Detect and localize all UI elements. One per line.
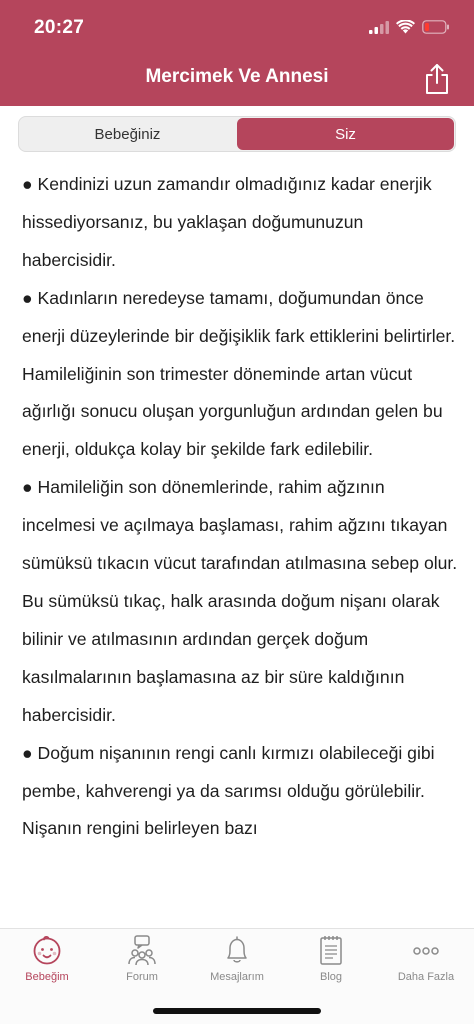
tab-label: Mesajlarım (210, 971, 264, 983)
segment-bebeginiz[interactable]: Bebeğiniz (94, 125, 161, 143)
tab-blog[interactable] (286, 929, 376, 999)
paragraph: ● Kadınların neredeyse tamamı, doğumundan önce enerji düzeylerinde bir değişiklik fark ettiklerini belirtirler. Hamileliğinin son trimester döneminde artan vücut ağırlığı sonucu oluşan yorgunluğun ardından gelen bu enerji, oldukça kolay bir şekilde fark edilebilir. (22, 287, 456, 460)
tab-label: Bebeğim (25, 971, 69, 983)
paragraph: ● Hamileliğin son dönemlerinde, rahim ağzının incelmesi ve açılmaya başlaması, rahim ağzını tıkayan sümüksü tıkacın vücut tarafından atılmasına sebep olur. Bu sümüksü tıkaç, halk arasında doğum nişanı olarak bilinir ve atılmasının ardından gerçek doğum kasılmalarının başlamasına az bir süre kaldığının habercisidir. (22, 477, 458, 725)
tab-daha-fazla[interactable] (381, 929, 471, 999)
segmented-control (18, 116, 456, 152)
home-indicator[interactable] (153, 1008, 321, 1014)
cellular-signal-icon (369, 21, 389, 39)
status-time: 20:27 (34, 17, 85, 38)
status-bar (0, 0, 474, 54)
app-header (0, 0, 474, 106)
tab-label: Daha Fazla (397, 971, 455, 983)
paragraph: ● Kendinizi uzun zamandır olmadığınız kadar enerjik hissediyorsanız, bu yaklaşan doğumunuzun habercisidir. (22, 174, 432, 270)
bell-icon (220, 933, 254, 967)
tab-bebegim[interactable] (2, 929, 92, 999)
tab-label: Blog (319, 971, 343, 983)
article-content[interactable] (22, 166, 458, 872)
people-chat-icon (125, 933, 159, 967)
status-icons (369, 20, 450, 39)
wifi-icon (396, 20, 415, 39)
tab-forum[interactable] (97, 929, 187, 999)
tab-mesajlarim[interactable] (192, 929, 282, 999)
paragraph: ● Doğum nişanının rengi canlı kırmızı olabileceği gibi pembe, kahverengi ya da sarımsı olduğu görülebilir. Nişanın rengini belirleyen bazı (22, 742, 435, 839)
segment-siz[interactable]: Siz (237, 118, 454, 150)
notepad-icon (314, 933, 348, 967)
baby-face-icon (30, 933, 64, 967)
share-icon[interactable] (424, 63, 450, 95)
page-title: Mercimek Ve Annesi (145, 66, 329, 87)
more-dots-icon (409, 933, 443, 967)
battery-icon (422, 20, 450, 39)
tab-label: Forum (126, 971, 158, 983)
